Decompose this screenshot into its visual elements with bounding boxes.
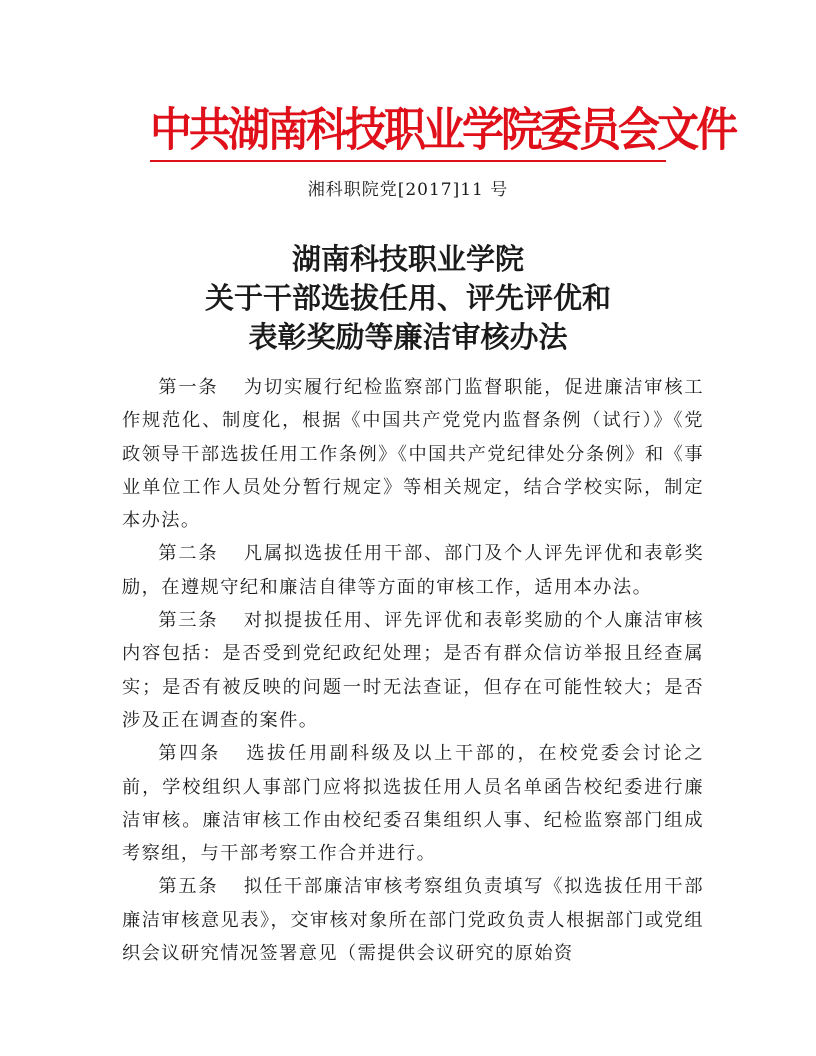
article-label: 第四条 xyxy=(158,743,221,765)
article-label: 第一条 xyxy=(158,377,219,398)
article-text: 拟任干部廉洁审核考察组负责填写《拟选拔任用干部廉洁审核意见表》，交审核对象所在部门党政负责人根据部门或党组织会议研究情况签署意见（需提供会议研究的原始资 xyxy=(122,876,704,965)
article-4 xyxy=(122,737,704,870)
document-body xyxy=(122,371,704,970)
document-number: 湘科职院党[2017]11 号 xyxy=(307,180,509,200)
article-label: 第五条 xyxy=(158,876,219,898)
article-text: 为切实履行纪检监察部门监督职能，促进廉洁审核工作规范化、制度化，根据《中国共产党党内监督条例（试行）》《党政领导干部选拔任用工作条例》《中国共产党纪律处分条例》和《事业单位工作人员处分暂行规定》等相关规定，结合学校实际，制定本办法。 xyxy=(122,377,704,532)
article-3 xyxy=(122,604,704,737)
article-5 xyxy=(122,870,704,970)
article-label: 第三条 xyxy=(158,610,219,632)
article-text: 选拔任用副科级及以上干部的，在校党委会讨论之前，学校组织人事部门应将拟选拔任用人员名单函告校纪委进行廉洁审核。廉洁审核工作由校纪委召集组织人事、纪检监察部门组成考察组，与干部考察工作合并进行。 xyxy=(122,743,704,865)
title-line-1: 湖南科技职业学院 xyxy=(291,242,524,276)
title-line-3: 表彰奖励等廉洁审核办法 xyxy=(248,320,568,354)
article-text: 凡属拟选拔任用干部、部门及个人评先评优和表彰奖励，在遵规守纪和廉洁自律等方面的审核工作，适用本办法。 xyxy=(122,543,704,598)
article-1 xyxy=(122,371,704,537)
article-text: 对拟提拔任用、评先评优和表彰奖励的个人廉洁审核内容包括：是否受到党纪政纪处理；是否有群众信访举报且经查属实；是否有被反映的问题一时无法查证，但存在可能性较大；是否涉及正在调查的案件。 xyxy=(122,610,704,731)
article-2 xyxy=(122,537,704,604)
title-line-2: 关于干部选拔任用、评先评优和 xyxy=(204,281,611,315)
red-header-title: 中共湖南科技职业学院委员会文件 xyxy=(150,102,736,157)
document-title xyxy=(0,240,816,357)
article-label: 第二条 xyxy=(158,543,219,565)
red-divider-line xyxy=(150,160,666,162)
